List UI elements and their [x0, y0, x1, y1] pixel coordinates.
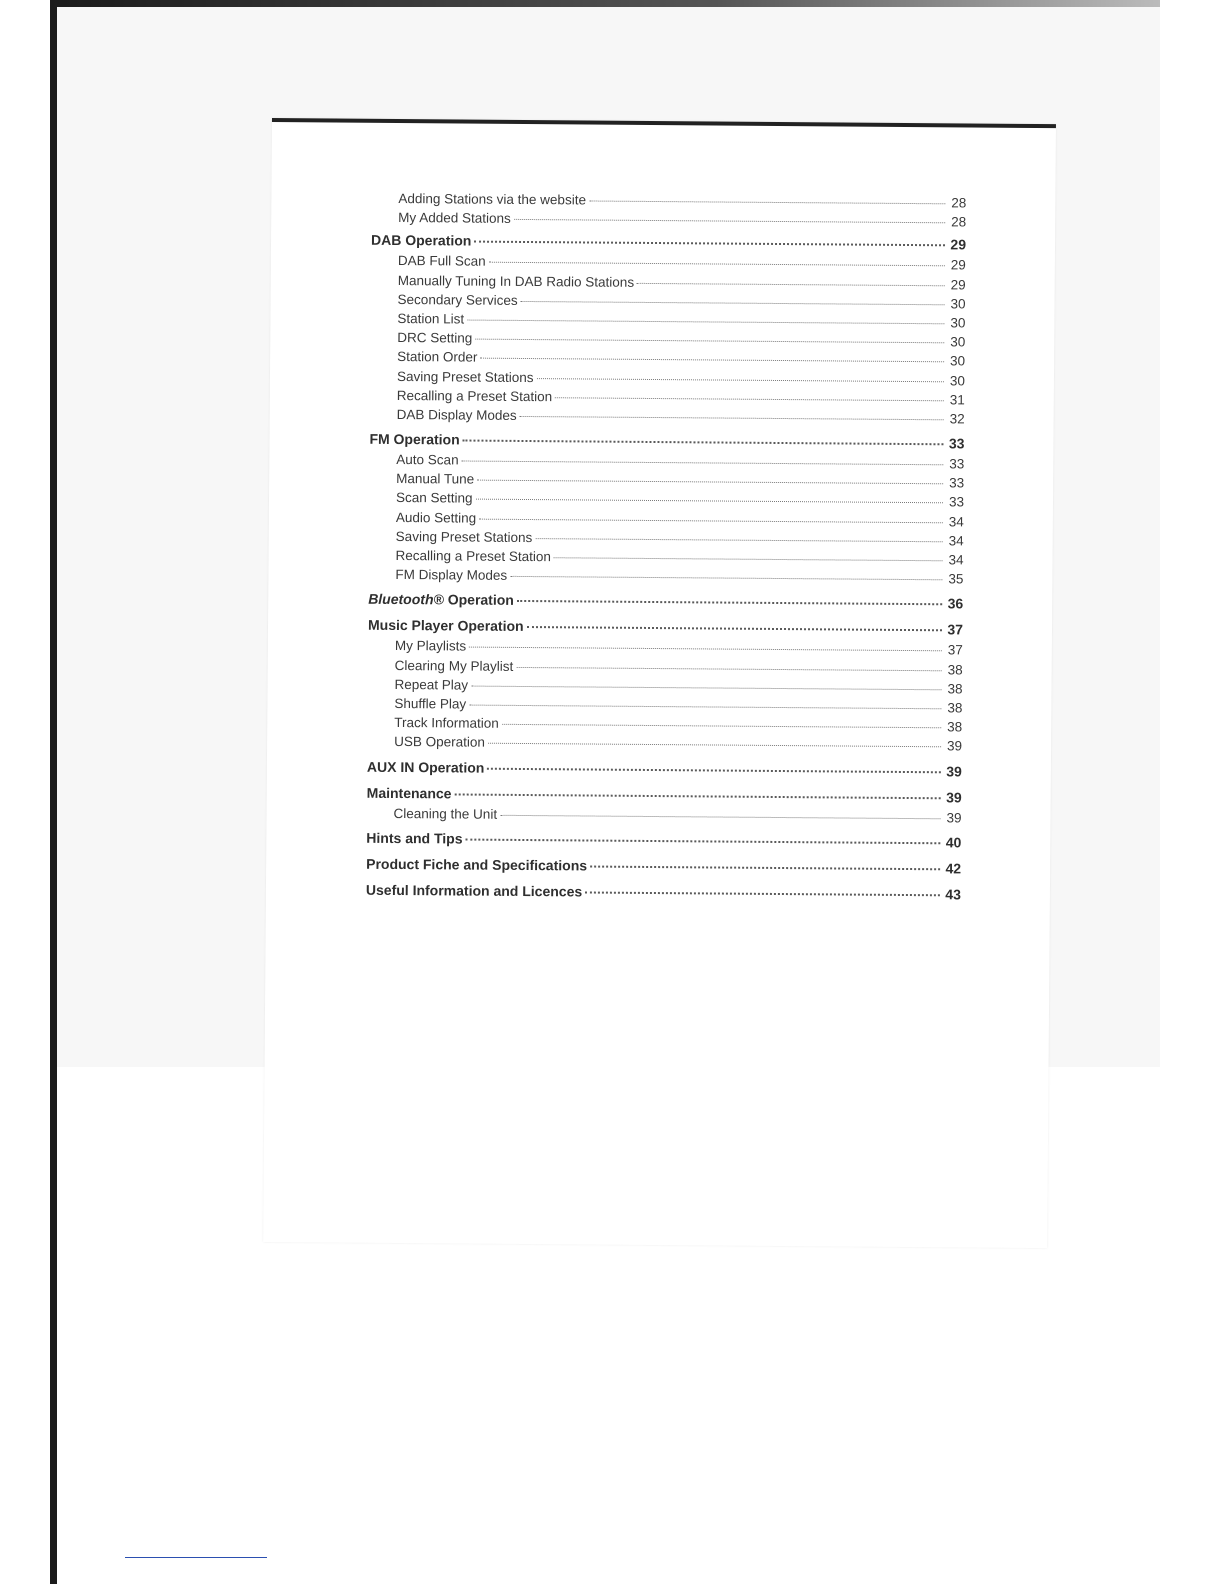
- toc-entry-title: Secondary Services: [397, 291, 518, 308]
- toc-entry-title: Track Information: [394, 715, 499, 731]
- toc-page-number: 33: [949, 456, 965, 472]
- toc-page-number: 38: [947, 681, 963, 697]
- dot-leader: [455, 793, 941, 799]
- toc-page-number: 28: [951, 195, 967, 211]
- toc-page-number: 42: [945, 860, 962, 877]
- dot-leader: [516, 666, 941, 670]
- toc-page-number: 33: [948, 494, 965, 510]
- toc-entry-title: My Playlists: [394, 638, 467, 654]
- dot-leader: [502, 724, 941, 728]
- dot-leader: [474, 241, 945, 247]
- dot-leader: [477, 480, 943, 485]
- toc-entry-title: Saving Preset Stations: [396, 368, 534, 385]
- toc-entry: [370, 407, 965, 431]
- dot-leader: [537, 378, 944, 382]
- toc-section-heading: [366, 855, 961, 881]
- toc-entry-title: DAB Operation: [370, 232, 472, 249]
- toc-entry-title: FM Operation: [369, 430, 460, 448]
- dot-leader: [517, 600, 942, 605]
- toc-page-number: 40: [945, 834, 962, 851]
- dot-leader: [480, 358, 944, 363]
- toc-section-heading: [366, 881, 961, 907]
- dot-leader: [487, 767, 941, 773]
- toc-page-number: 35: [948, 571, 964, 587]
- toc-page-number: 31: [949, 392, 965, 408]
- toc-page-number: 29: [950, 276, 966, 293]
- toc-entry-title: My Added Stations: [398, 210, 511, 227]
- toc-entry: [368, 567, 963, 591]
- toc-entry-title: Product Fiche and Specifications: [366, 855, 588, 874]
- toc-entry-title: AUX IN Operation: [366, 758, 485, 776]
- toc-page-number: 30: [950, 296, 966, 312]
- toc-section-heading: [368, 591, 963, 617]
- toc-entry-title: Music Player Operation: [367, 617, 524, 635]
- toc-page-number: 39: [946, 788, 962, 805]
- toc-page-number: 30: [949, 372, 966, 388]
- dot-leader: [466, 838, 941, 844]
- toc-entry-title: Adding Stations via the website: [398, 190, 587, 208]
- toc-page-number: 34: [948, 533, 964, 549]
- toc-entry-title: Cleaning the Unit: [393, 805, 498, 822]
- toc-entry-title: Maintenance: [366, 784, 452, 801]
- dot-leader: [510, 576, 942, 580]
- toc-page-number: 32: [949, 411, 965, 427]
- toc-page-number: 43: [945, 886, 961, 903]
- dot-leader: [476, 499, 943, 504]
- toc-entry-title: Saving Preset Stations: [395, 528, 533, 545]
- toc-entry-title-italic: Bluetooth®: [368, 591, 444, 608]
- toc-entry-title: Shuffle Play: [394, 695, 467, 712]
- toc-page-number: 39: [946, 762, 962, 779]
- toc-entry-title: [368, 591, 514, 608]
- toc-entry-title: DAB Full Scan: [397, 253, 486, 270]
- toc-entry-title: Scan Setting: [395, 490, 473, 507]
- toc-page-number: 37: [947, 621, 964, 638]
- toc-entry-title: Station Order: [397, 349, 478, 365]
- toc-page-number: 33: [949, 475, 965, 491]
- toc-page-number: 29: [950, 257, 966, 273]
- dot-leader: [462, 461, 944, 466]
- toc-section-heading: [366, 829, 961, 855]
- manual-page-sheet: [263, 118, 1056, 1248]
- toc-entry-title: Clearing My Playlist: [394, 657, 514, 674]
- dot-leader: [637, 282, 945, 285]
- toc-entry-title: DRC Setting: [397, 330, 473, 346]
- toc-entry-title: Useful Information and Licences: [365, 881, 583, 900]
- toc-entry-title: Manual Tune: [396, 471, 475, 487]
- dot-leader: [469, 647, 942, 652]
- toc-page-number: 34: [948, 552, 964, 568]
- dot-leader: [554, 557, 943, 561]
- toc-page-number: 37: [947, 642, 963, 658]
- toc-page-number: 33: [948, 435, 965, 452]
- dot-leader: [535, 538, 942, 542]
- toc-entry-title: Recalling a Preset Station: [395, 547, 551, 565]
- toc-entry: [371, 210, 966, 234]
- toc-page-number: 30: [950, 315, 966, 331]
- toc-page-number: 28: [951, 214, 967, 230]
- toc-page-number: 39: [946, 809, 962, 825]
- dot-leader: [467, 319, 944, 324]
- toc-entry-title: DAB Display Modes: [396, 406, 517, 423]
- toc-entry-title: Audio Setting: [395, 509, 477, 526]
- dot-leader: [488, 743, 941, 748]
- toc-entry-title: USB Operation: [394, 734, 485, 751]
- dot-leader: [500, 814, 940, 818]
- dot-leader: [585, 891, 940, 896]
- toc-entry: [366, 805, 961, 829]
- toc-page-number: 38: [947, 719, 963, 735]
- scanner-left-edge: [50, 0, 57, 1584]
- dot-leader: [589, 200, 945, 204]
- toc-page-number: 29: [950, 236, 967, 253]
- toc-page-number: 36: [947, 595, 964, 612]
- table-of-contents: [366, 191, 967, 907]
- toc-page-number: 38: [947, 700, 963, 716]
- dot-leader: [555, 397, 944, 401]
- dot-leader: [520, 416, 944, 420]
- toc-entry-title: Repeat Play: [394, 676, 469, 693]
- toc-entry-title: Manually Tuning In DAB Radio Stations: [397, 272, 635, 290]
- dot-leader: [514, 219, 945, 223]
- dot-leader: [479, 518, 943, 523]
- toc-entry-title: Hints and Tips: [366, 829, 463, 847]
- toc-entry-title: Station List: [397, 310, 465, 327]
- toc-entry-title: Auto Scan: [396, 452, 459, 468]
- dot-leader: [489, 262, 945, 267]
- toc-page-number: 30: [950, 334, 966, 350]
- dot-leader: [527, 626, 942, 631]
- footer-link-underline: [125, 1557, 267, 1558]
- dot-leader: [469, 705, 941, 710]
- toc-entry-title: FM Display Modes: [395, 567, 508, 584]
- toc-entry-title: Recalling a Preset Station: [396, 387, 553, 404]
- toc-page-number: 30: [950, 353, 966, 369]
- scanner-top-edge: [50, 0, 1160, 7]
- toc-entry-title-rest: Operation: [443, 591, 514, 609]
- toc-page-number: 39: [946, 738, 963, 754]
- dot-leader: [463, 440, 944, 446]
- toc-page-number: 38: [947, 661, 963, 678]
- toc-entry: [367, 734, 962, 758]
- dot-leader: [590, 865, 940, 870]
- toc-section-heading: [367, 758, 962, 784]
- dot-leader: [471, 685, 941, 690]
- dot-leader: [475, 339, 944, 344]
- dot-leader: [521, 301, 945, 305]
- toc-page-number: 34: [948, 513, 964, 530]
